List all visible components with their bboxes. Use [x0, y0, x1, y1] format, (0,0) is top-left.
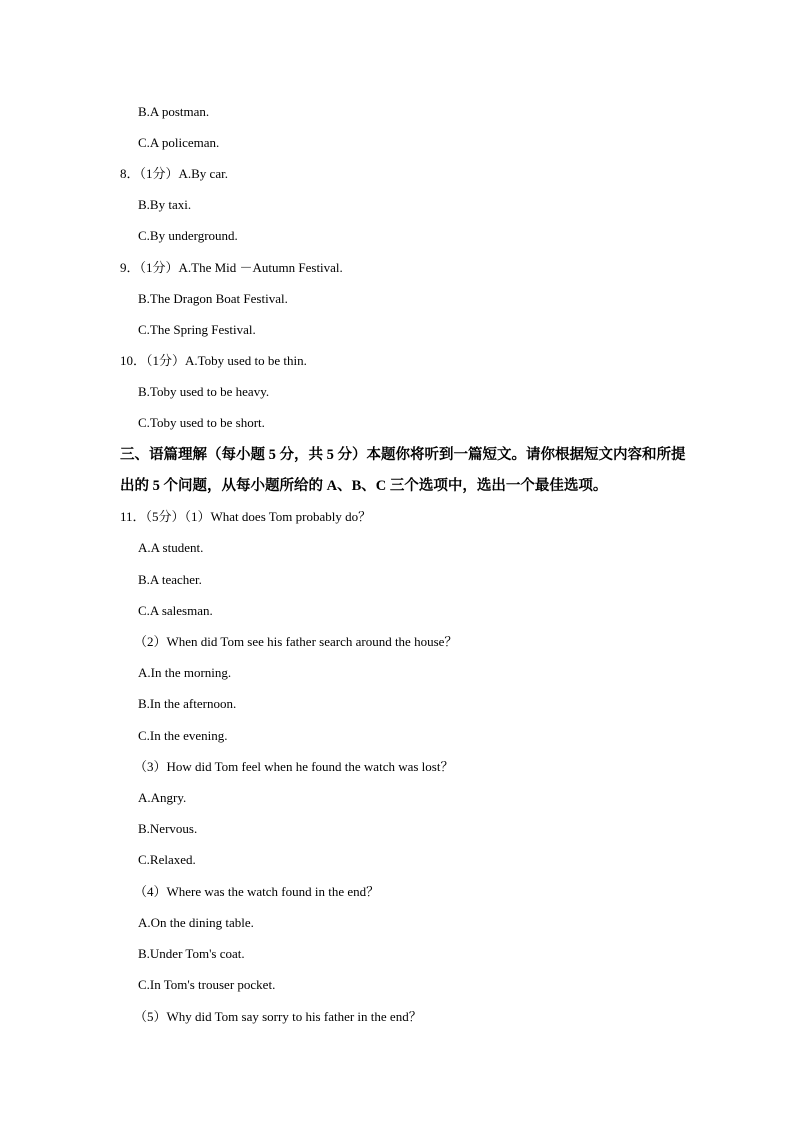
- section-heading-line-1: 三、语篇理解（每小题 5 分，共 5 分）本题你将听到一篇短文。请你根据短文内容和所提: [120, 447, 686, 463]
- question-8: 8．（1分）A.By car.: [120, 166, 228, 181]
- question-11-4: （4）Where was the watch found in the end？: [134, 884, 380, 899]
- question-11-2: （2）When did Tom see his father search around the house？: [134, 634, 458, 649]
- option-11-1c: C.A salesman.: [138, 603, 213, 618]
- option-9b: B.The Dragon Boat Festival.: [138, 291, 288, 306]
- option-11-4c: C.In Tom's trouser pocket.: [138, 977, 276, 992]
- option-10c: C.Toby used to be short.: [138, 415, 265, 430]
- option-11-2b: B.In the afternoon.: [138, 696, 237, 711]
- question-11-1: 11．（5分）（1）What does Tom probably do？: [120, 509, 372, 524]
- question-10: 10．（1分）A.Toby used to be thin.: [120, 353, 307, 368]
- option-9c: C.The Spring Festival.: [138, 322, 256, 337]
- option-10b: B.Toby used to be heavy.: [138, 384, 270, 399]
- option-11-2a: A.In the morning.: [138, 665, 232, 680]
- option-11-4b: B.Under Tom's coat.: [138, 946, 245, 961]
- option-11-3c: C.Relaxed.: [138, 852, 196, 867]
- option-11-2c: C.In the evening.: [138, 728, 228, 743]
- option-11-3a: A.Angry.: [138, 790, 187, 805]
- question-9: 9．（1分）A.The Mid －Autumn Festival.: [120, 260, 343, 275]
- option-7c: C.A policeman.: [138, 135, 220, 150]
- option-8b: B.By taxi.: [138, 197, 192, 212]
- option-7b: B.A postman.: [138, 104, 210, 119]
- section-heading-line-2: 出的 5 个问题，从每小题所给的 A、B、C 三个选项中，选出一个最佳选项。: [120, 478, 608, 494]
- question-11-3: （3）How did Tom feel when he found the watch was lost？: [134, 759, 454, 774]
- option-11-1a: A.A student.: [138, 540, 204, 555]
- question-11-5: （5）Why did Tom say sorry to his father in the end？: [134, 1009, 422, 1024]
- option-11-4a: A.On the dining table.: [138, 915, 254, 930]
- option-8c: C.By underground.: [138, 228, 238, 243]
- option-11-1b: B.A teacher.: [138, 572, 202, 587]
- option-11-3b: B.Nervous.: [138, 821, 198, 836]
